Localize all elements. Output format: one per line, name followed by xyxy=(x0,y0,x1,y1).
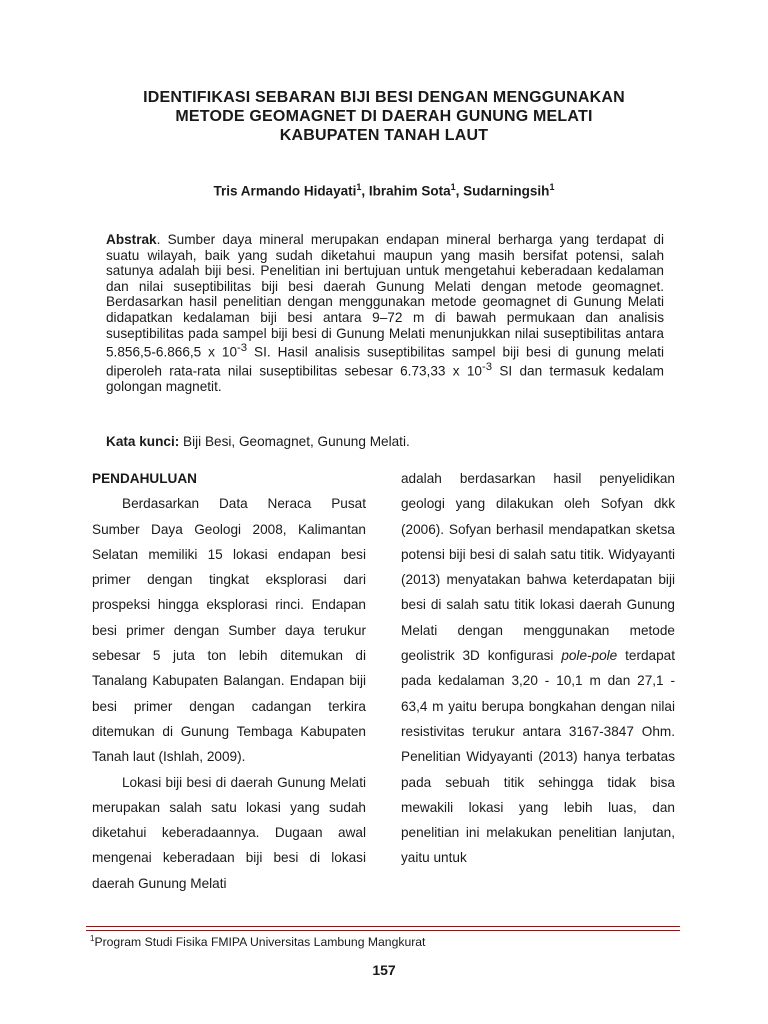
keywords-text: Biji Besi, Geomagnet, Gunung Melati. xyxy=(179,434,410,449)
author-name: Ibrahim Sota xyxy=(368,183,451,199)
abstract-exponent-2-power: -3 xyxy=(481,361,493,374)
left-column xyxy=(92,466,366,896)
paragraph-text-part-2: terdapat pada kedalaman 3,20 - 10,1 m dan 27,1 - 63,4 m yaitu berupa bongkahan dengan nilai resistivitas terukur antara 3167-3847 Ohm. Penelitian Widyayanti (2013) hanya terbatas pada sebuah titik sehingga tidak bisa mewakili lokasi yang lebih luas, dan penelitian ini melakukan penelitian lanjutan, yaitu untuk xyxy=(401,648,675,866)
paragraph-text-part-1: adalah berdasarkan hasil penyelidikan geologi yang dilakukan oleh Sofyan dkk (2006). Sofyan berhasil mendapatkan sketsa potensi biji besi di salah satu titik. Widyayanti (2013) menyatakan bahwa keterdapatan biji besi di salah satu titik lokasi daerah Gunung Melati dengan menggunakan metode geolistrik 3D konfigurasi xyxy=(401,471,675,664)
title-line-1: IDENTIFIKASI SEBARAN BIJI BESI DENGAN MENGGUNAKAN xyxy=(143,89,625,106)
section-heading: PENDAHULUAN xyxy=(92,471,197,486)
footnote-divider xyxy=(86,926,680,931)
italic-term: pole-pole xyxy=(561,648,618,664)
paragraph xyxy=(401,466,675,871)
paragraph: Berdasarkan Data Neraca Pusat Sumber Daya Geologi 2008, Kalimantan Selatan memiliki 15 lokasi endapan besi primer dengan tingkat eksplorasi dari prospeksi hingga eksplorasi rinci. Endapan besi primer dengan Sumber daya terukur sebesar 5 juta ton lebih ditemukan di Tanalang Kabupaten Balangan. Endapan biji besi primer dengan cadangan terkira ditemukan di Gunung Tembaga Kabupaten Tanah laut (Ishlah, 2009). xyxy=(92,496,366,765)
title-line-2: METODE GEOMAGNET DI DAERAH GUNUNG MELATI xyxy=(175,108,593,125)
footnote-text: Program Studi Fisika FMIPA Universitas Lambung Mangkurat xyxy=(94,935,426,950)
author-affiliation: 1 xyxy=(450,182,456,192)
author-name: Tris Armando Hidayati xyxy=(213,183,357,199)
abstract-exponent-1-power: -3 xyxy=(237,342,248,355)
abstract xyxy=(106,232,664,395)
abstract-text-part-2: SI. Hasil analisis suseptibilitas sampel biji besi di gunung melati diperoleh rata-rata nilai suseptibilitas sebesar 6.73,33 x xyxy=(106,344,664,379)
right-column xyxy=(401,466,675,871)
author-affiliation: 1 xyxy=(549,182,555,192)
author-separator: , xyxy=(455,183,464,199)
abstract-exponent-2-base: 10 xyxy=(466,363,482,379)
abstract-text-part-1: . Sumber daya mineral merupakan endapan mineral berharga yang terdapat di suatu wilayah, baik yang sudah diketahui maupun yang masih bersifat potensi, salah satunya adalah biji besi. Penelitian ini bertujuan untuk mengetahui keberadaan kedalaman dan nilai suseptibilitas biji besi daerah Gunung Melati dengan metode geomagnet. Berdasarkan hasil penelitian dengan menggunakan metode geomagnet di Gunung Melati didapatkan kedalaman biji besi antara 9–72 m di bawah permukaan dan analisis suseptibilitas pada sampel biji besi di Gunung Melati menunjukkan nilai suseptibilitas antara 5.856,5-6.866,5 x xyxy=(106,232,664,360)
author-list xyxy=(60,182,708,199)
footnote-mark: 1 xyxy=(90,934,95,943)
author-name: Sudarningsih xyxy=(463,183,550,199)
author-separator: , xyxy=(361,183,369,199)
abstract-exponent-1-base: 10 xyxy=(221,344,238,360)
footnote xyxy=(90,934,425,949)
paragraph: Lokasi biji besi di daerah Gunung Melati merupakan salah satu lokasi yang sudah diketahui keberadaannya. Dugaan awal mengenai keberadaan biji besi di lokasi daerah Gunung Melati xyxy=(92,774,366,891)
keywords xyxy=(106,434,664,449)
page-number: 157 xyxy=(372,962,396,978)
keywords-label: Kata kunci: xyxy=(106,434,180,449)
author-affiliation: 1 xyxy=(356,182,362,192)
title-line-3: KABUPATEN TANAH LAUT xyxy=(279,127,489,144)
paper-title xyxy=(60,88,708,145)
abstract-label: Abstrak xyxy=(106,232,157,247)
abstract-text-part-3: SI dan termasuk kedalam golongan magnetit. xyxy=(106,363,665,395)
